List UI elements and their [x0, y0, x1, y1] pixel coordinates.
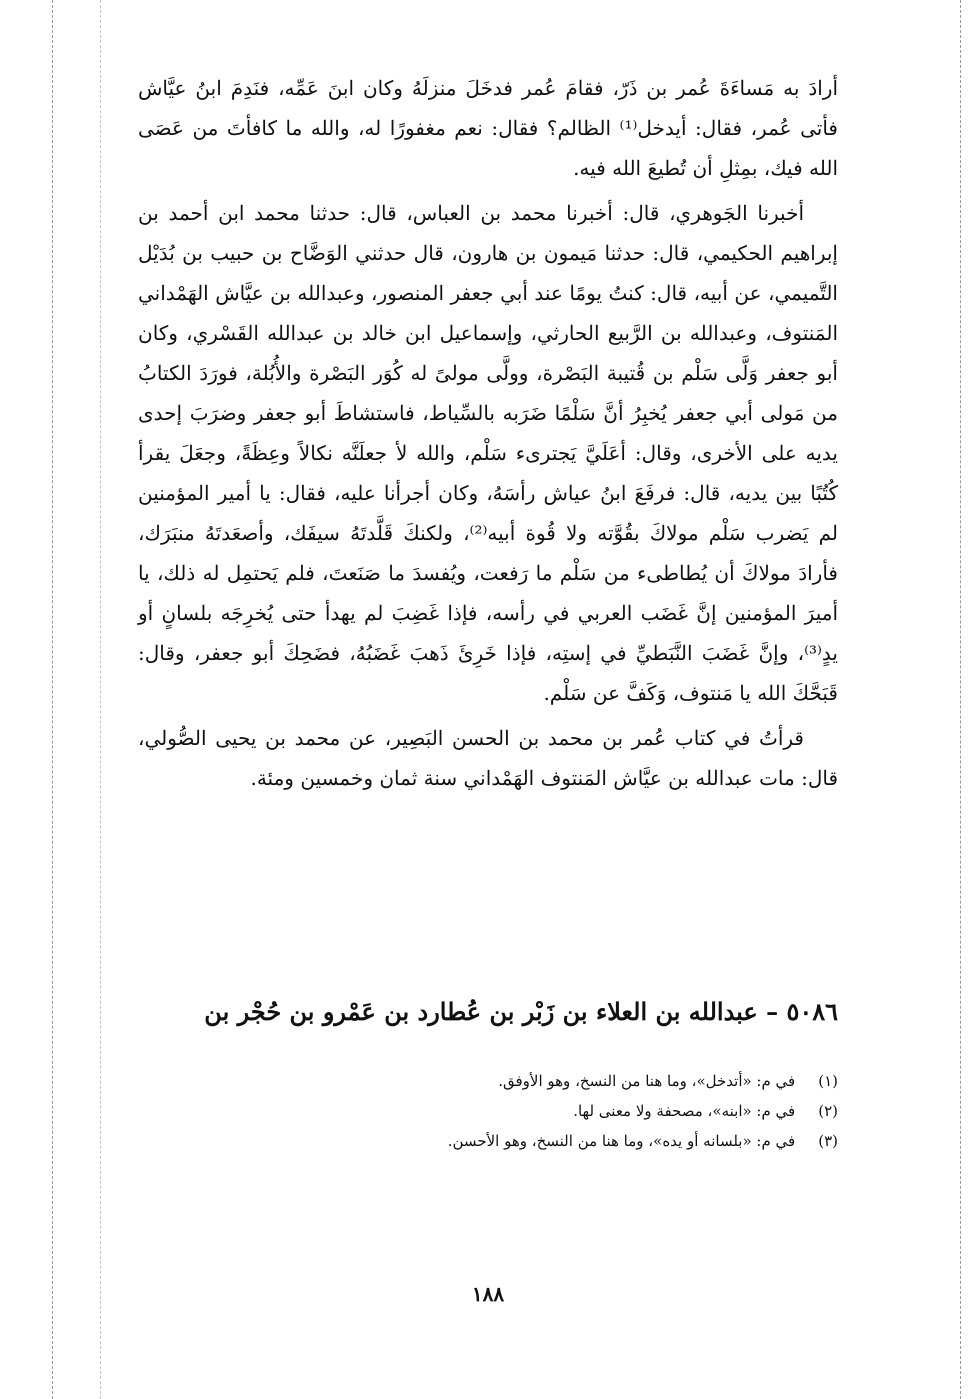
- paragraph-text: قرأتُ في كتاب عُمر بن محمد بن الحسن البَصِير، عن محمد بن يحيى الصُّولي، قال: مات عبدالله بن عيَّاش المَنتوف الهَمْداني سنة ثمان وخمسين ومئة.: [138, 726, 838, 790]
- footnote-text: في م: «بلسانه أو يده»، وما هنا من النسخ، وهو الأحسن.: [447, 1132, 796, 1150]
- paragraph-text: أخبرنا الجَوهري، قال: أخبرنا محمد بن العباس، قال: حدثنا محمد ابن أحمد بن إبراهيم الحكيمي، قال: حدثنا مَيمون بن هارون، قال حدثني الوَضَّاح بن حبيب بن بُدَيْل التَّميمي، عن أبيه، قال: كنتُ يومًا عند أبي جعفر المنصور، وعبدالله بن عيَّاش الهَمْداني المَنتوف، وعبدالله بن الرَّبيع الحارثي، وإسماعيل ابن خالد بن عبدالله القَسْري، وكان أبو جعفر وَلَّى سَلْم بن قُتيبة البَصْرة، وولَّى مولىً له كُوَر البَصْرة والأُبُلة، فورَدَ الكتابُ من مَولى أبي جعفر يُخبِرُ أنَّ سَلْمًا ضَرَبه بالسِّياط، فاستشاطَ أبو جعفر وضرَبَ إحدى يديه على الأخرى، وقال: أعَلَيَّ يَجترىء سَلْم، والله لأ جعلَنَّه نكالاً وعِظَةً، وجعَلَ يقرأ كُتُبًا بين يديه، قال: فرفَعَ ابنُ عياش رأسَهُ، وكان أجرأنا عليه، فقال: يا أمير المؤمنين لم يَضرب سَلْم مولاكَ بقُوَّته ولا قُوة أبيه⁽²⁾، ولكنكَ قَلَّدتَهُ سيفَك، وأصعَدتَهُ منبَرَك، فأرادَ مولاكَ أن يُطاطىء من سَلْم ما رَفعت، ويُفسدَ ما صَنَعتَ، فلم يَحتمِل له ذلك، يا أميرَ المؤمنين إنَّ غَضَب العربي في رأسه، فإذا غَضِبَ لم يهدأ حتى يُخرِجَه بلسانٍ أو يدٍ⁽³⁾، وإنَّ غَضَبَ النَّبَطيِّ في إستِه، فإذا خَرِئَ ذَهبَ غَضَبُهُ، فضَحِكَ أبو جعفر، وقال: قَبَحَّكَ الله يا مَنتوف، وَكَفَّ عن سَلْم.: [138, 201, 838, 705]
- footnote-number: (١): [818, 1072, 838, 1090]
- footnote-number: (٢): [818, 1102, 838, 1120]
- footnote: [300, 1126, 838, 1156]
- paragraph: [138, 193, 838, 713]
- footnote-number: (٣): [818, 1132, 838, 1150]
- entry-heading: ٥٠٨٦ – عبدالله بن العلاء بن زَبْر بن عُطارد بن عَمْرو بن حُجْر بن: [204, 997, 838, 1026]
- footnote-text: في م: «ابنه»، مصحفة ولا معنى لها.: [573, 1102, 796, 1120]
- body-text: [138, 68, 838, 803]
- footnote: [300, 1066, 838, 1096]
- paragraph: [138, 718, 838, 798]
- paragraph-text: أرادَ به مَساءَةَ عُمر بن ذَرّ، فقامَ عُمر فدخَلَ منزلَهُ وكان ابنَ عَمِّه، فنَدِمَ ابنُ عيَّاش فأتى عُمر، فقال: أيدخل⁽¹⁾ الظالم؟ فقال: نعم مغفورًا له، والله ما كافأتَ من عَصَى الله فيك، بمِثلِ أن تُطيعَ الله فيه.: [138, 76, 838, 180]
- scan-edge-line: [960, 0, 961, 1399]
- footnote-text: في م: «أتدخل»، وما هنا من النسخ، وهو الأوفق.: [498, 1072, 796, 1090]
- paragraph: [138, 68, 838, 188]
- footnotes: [300, 1066, 838, 1156]
- scan-edge-line: [52, 0, 53, 1399]
- scan-edge-line: [100, 0, 101, 1399]
- page-number: ١٨٨: [471, 1282, 505, 1306]
- footnote: [300, 1096, 838, 1126]
